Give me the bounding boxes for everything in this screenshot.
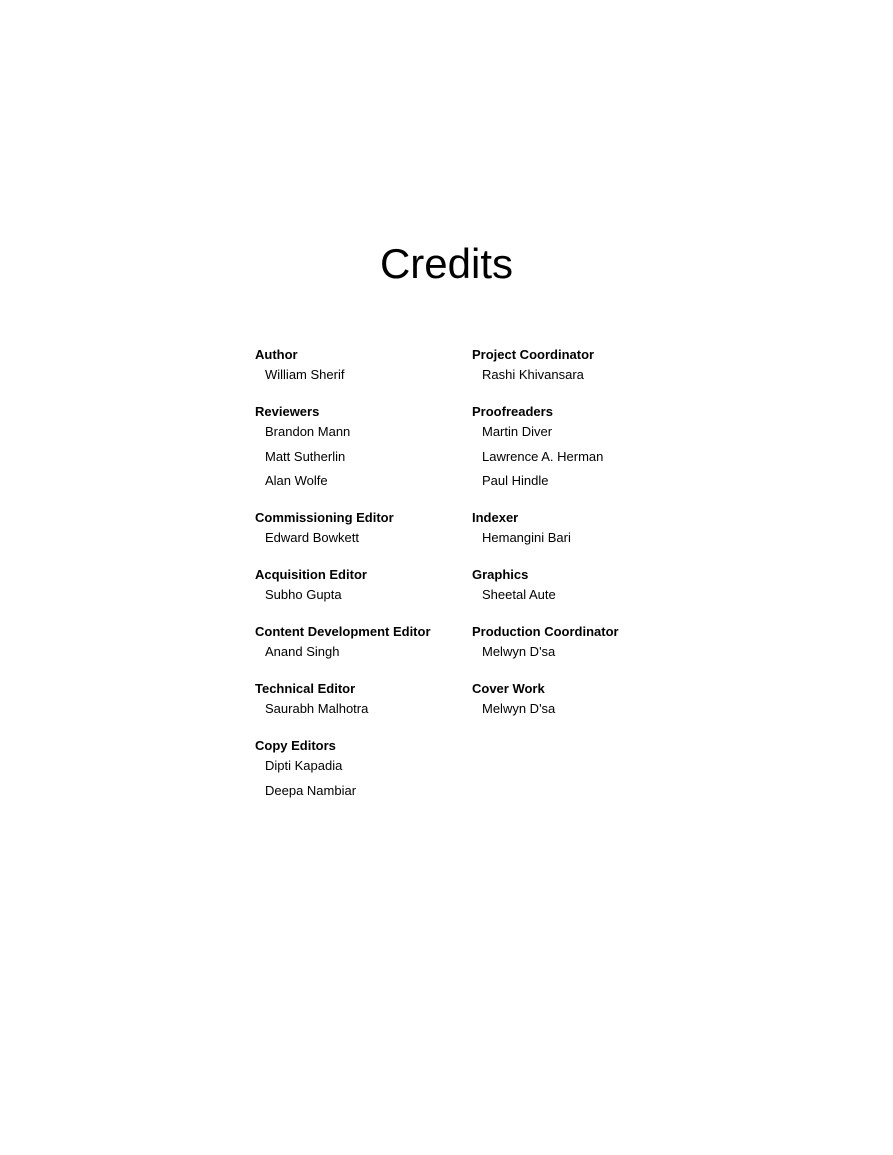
role-heading: Project Coordinator: [472, 347, 595, 362]
credits-column-right: [472, 346, 682, 737]
role-heading: Copy Editors: [255, 738, 336, 754]
credit-group-graphics: [472, 566, 682, 603]
person-name: Melwyn D'sa: [482, 644, 556, 660]
person-name: Subho Gupta: [265, 587, 342, 603]
person-name: Edward Bowkett: [265, 530, 359, 546]
person-name: Alan Wolfe: [265, 473, 328, 489]
role-heading: Content Development Editor: [255, 624, 431, 640]
person-name: Brandon Mann: [265, 424, 351, 439]
role-heading: Graphics: [472, 567, 529, 583]
person-name: Saurabh Malhotra: [265, 701, 369, 717]
person-name: Dipti Kapadia: [265, 758, 343, 774]
credit-group-reviewers: [255, 403, 465, 489]
credit-group-commissioning-editor: [255, 509, 465, 546]
role-heading: Acquisition Editor: [255, 567, 367, 583]
role-heading: Technical Editor: [255, 681, 356, 697]
person-name: Deepa Nambiar: [265, 782, 357, 798]
credit-group-technical-editor: [255, 680, 465, 717]
credit-group-proofreaders: [472, 403, 682, 489]
credit-group-indexer: [472, 509, 682, 546]
person-name: Sheetal Aute: [482, 587, 556, 603]
role-heading: Indexer: [472, 510, 519, 526]
person-name: William Sherif: [265, 367, 345, 382]
role-heading: Author: [255, 347, 298, 362]
credit-group-content-development-editor: [255, 623, 465, 660]
role-heading: Reviewers: [255, 404, 320, 419]
person-name: Matt Sutherlin: [265, 448, 346, 464]
person-name: Rashi Khivansara: [482, 367, 584, 382]
page-title: Credits: [379, 240, 514, 287]
person-name: Martin Diver: [482, 424, 553, 439]
role-heading: Commissioning Editor: [255, 510, 394, 526]
person-name: Paul Hindle: [482, 473, 549, 489]
role-heading: Proofreaders: [472, 404, 553, 419]
credit-group-production-coordinator: [472, 623, 682, 660]
person-name: Hemangini Bari: [482, 530, 571, 546]
credit-group-author: [255, 346, 465, 383]
credits-column-left: [255, 346, 465, 819]
credit-group-cover-work: [472, 680, 682, 717]
person-name: Melwyn D'sa: [482, 701, 556, 717]
credit-group-copy-editors: [255, 737, 465, 799]
credit-group-acquisition-editor: [255, 566, 465, 603]
credit-group-project-coordinator: [472, 346, 682, 383]
role-heading: Production Coordinator: [472, 624, 619, 640]
person-name: Lawrence A. Herman: [482, 448, 604, 464]
role-heading: Cover Work: [472, 681, 545, 697]
person-name: Anand Singh: [265, 644, 340, 660]
